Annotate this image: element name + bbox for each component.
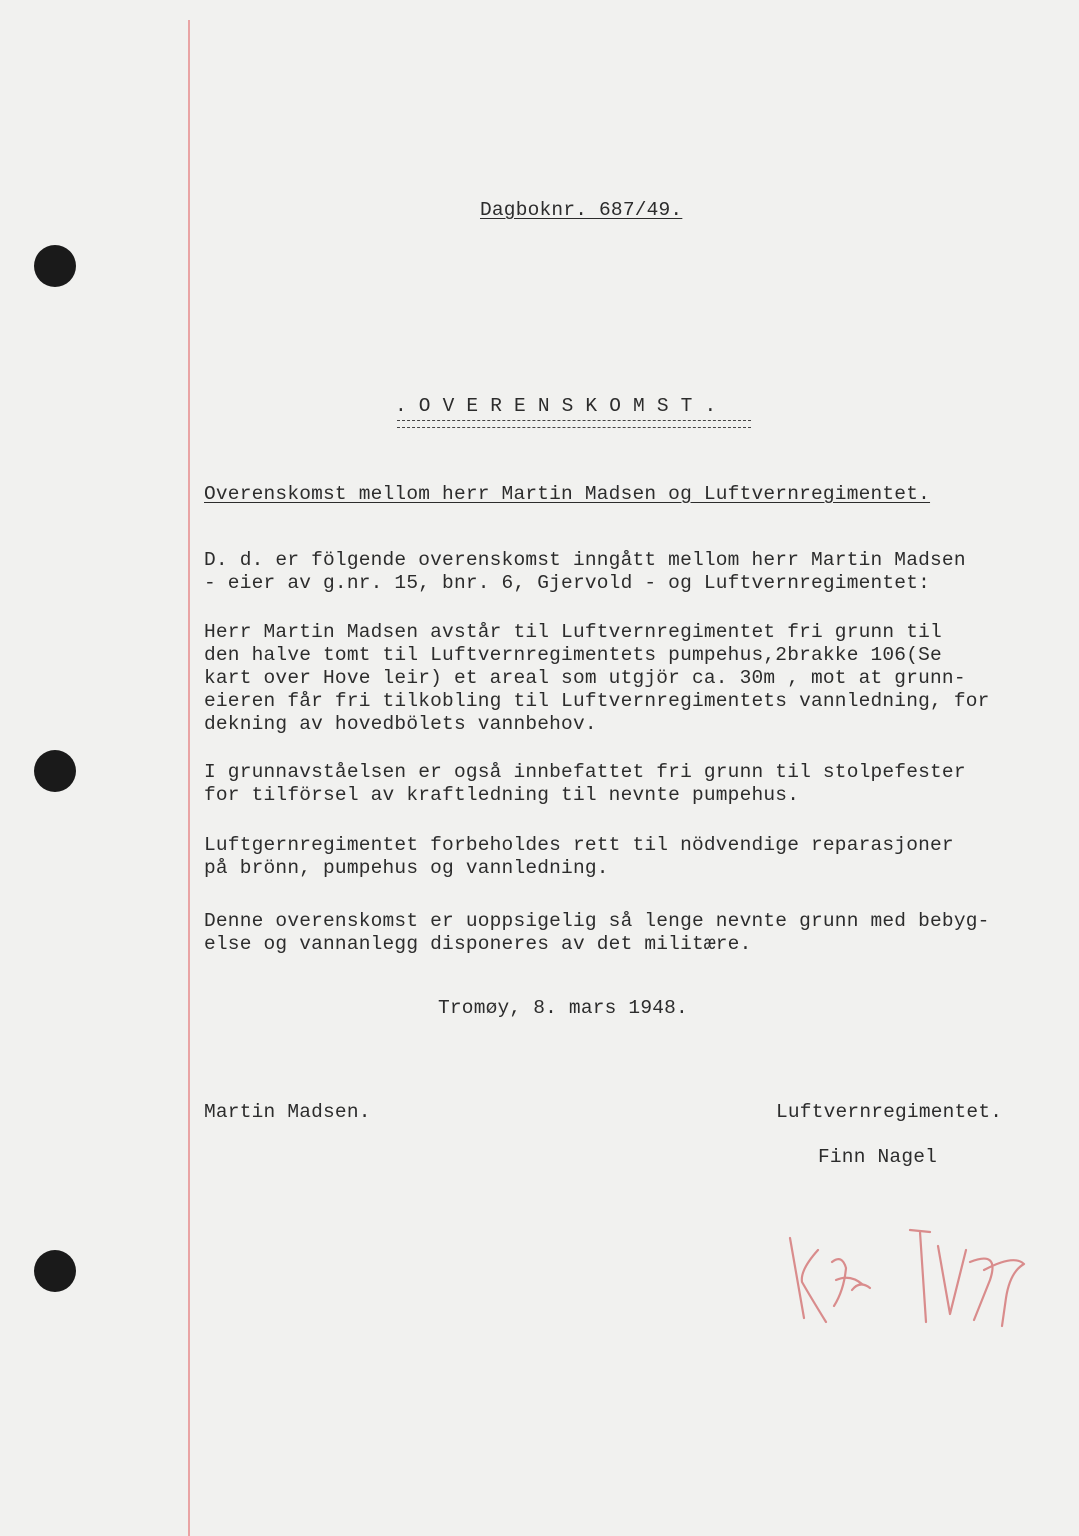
paragraph-line: for tilförsel av kraftledning til nevnte pumpehus. [204,784,800,806]
paragraph-line: D. d. er fölgende overenskomst inngått mellom herr Martin Madsen [204,549,966,571]
paragraph-line: dekning av hovedbölets vannbehov. [204,713,597,735]
punch-hole-top [34,245,76,287]
dagbok-number: Dagboknr. 687/49. [480,199,683,221]
paragraph-line: kart over Hove leir) et areal som utgjör ca. 30m , mot at grunn- [204,667,966,689]
paragraph-line: på brönn, pumpehus og vannledning. [204,857,609,879]
paragraph-line: Herr Martin Madsen avstår til Luftvernregimentet fri grunn til [204,621,942,643]
document-subtitle: Overenskomst mellom herr Martin Madsen og Luftvernregimentet. [204,483,931,505]
signature-right-name: Finn Nagel [818,1146,938,1168]
paragraph-line: else og vannanlegg disponeres av det militære. [204,933,752,955]
paragraph-line: - eier av g.nr. 15, bnr. 6, Gjervold - og Luftvernregimentet: [204,572,931,594]
title-double-underline [397,420,751,428]
punch-hole-middle [34,750,76,792]
signature-left: Martin Madsen. [204,1101,371,1123]
place-date: Tromøy, 8. mars 1948. [438,997,688,1019]
paragraph-line: Denne overenskomst er uoppsigelig så lenge nevnte grunn med bebyg- [204,910,990,932]
document-title: . O V E R E N S K O M S T . [395,395,717,417]
signature-right: Luftvernregimentet. [776,1101,1003,1123]
paragraph-line: eieren får fri tilkobling til Luftvernregimentets vannledning, for [204,690,990,712]
handwritten-mark [770,1210,1050,1340]
paragraph-line: den halve tomt til Luftvernregimentets pumpehus,2brakke 106(Se [204,644,942,666]
paragraph-line: Luftgernregimentet forbeholdes rett til nödvendige reparasjoner [204,834,954,856]
punch-hole-bottom [34,1250,76,1292]
margin-line [188,20,190,1536]
paragraph-line: I grunnavståelsen er også innbefattet fri grunn til stolpefester [204,761,966,783]
